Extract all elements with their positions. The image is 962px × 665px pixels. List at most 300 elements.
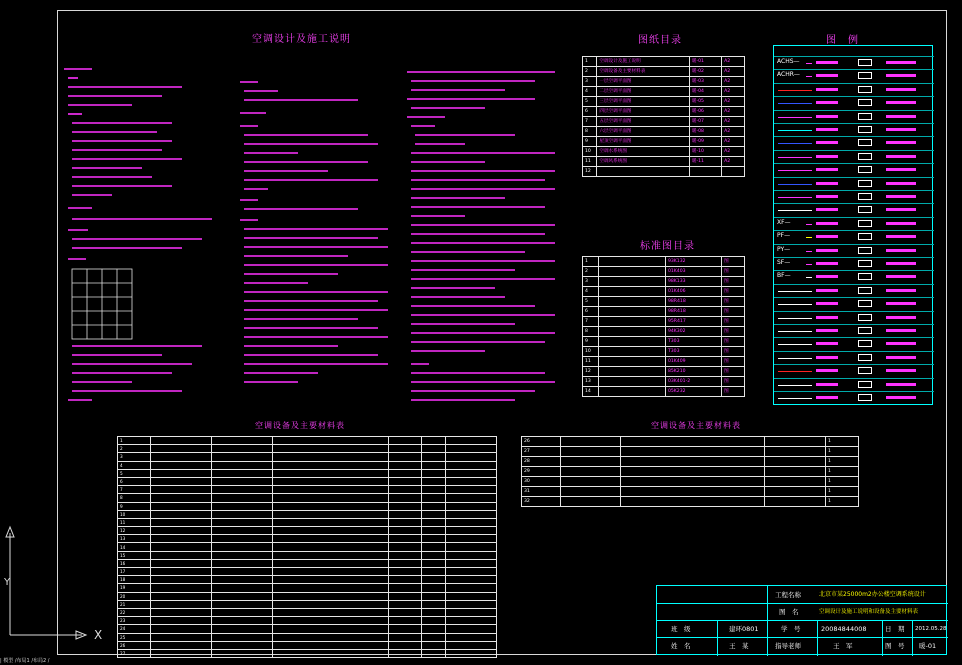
legend-line-symbol: [778, 358, 812, 359]
legend-symbol-icon: [858, 327, 872, 334]
equipment-row-cell: [211, 543, 272, 551]
equipment-row-cell: 14: [118, 543, 151, 551]
legend-row: [774, 378, 934, 391]
legend-symbol-icon: [858, 139, 872, 146]
legend-row: [774, 257, 934, 270]
equipment-row-cell: [211, 551, 272, 559]
equipment-row: [118, 641, 497, 649]
equipment-row-cell: [272, 617, 388, 625]
equipment-row-cell: [211, 445, 272, 453]
standard-list-title: 标准图目录: [640, 241, 695, 252]
drawing-list-row-cell: 空调设计及施工说明: [597, 57, 689, 67]
standard-list-row-cell: 图: [722, 307, 745, 317]
legend-symbol-icon: [858, 126, 872, 133]
drawing-list-row-cell: A2: [722, 157, 745, 167]
legend-line-symbol: [806, 264, 812, 265]
legend-row: [774, 150, 934, 163]
legend-row: [774, 391, 934, 404]
equipment-row-cell: [389, 559, 422, 567]
legend-desc: [886, 61, 916, 64]
standard-list-row-cell: 图: [722, 257, 745, 267]
standard-list-row-cell: 2: [583, 267, 599, 277]
equipment-row-cell: 30: [522, 477, 561, 487]
legend-desc: [886, 208, 916, 211]
equipment-row-cell: [421, 625, 445, 633]
standard-list-row-cell: T303: [665, 347, 721, 357]
equipment-row-cell: [211, 641, 272, 649]
legend-desc: [816, 88, 838, 91]
equipment-row-cell: [389, 576, 422, 584]
equipment-row-cell: [211, 461, 272, 469]
equipment-row-cell: [445, 592, 496, 600]
legend-line-symbol: [778, 197, 812, 198]
drawing-list-row: [583, 147, 745, 157]
drawing-list-row-cell: 屋顶空调平面图: [597, 137, 689, 147]
legend-symbol-icon: [858, 113, 872, 120]
equipment-row: [522, 487, 859, 497]
legend-desc: [816, 168, 838, 171]
legend-desc: [886, 262, 916, 265]
legend-line-symbol: [778, 143, 812, 144]
legend-desc: [886, 275, 916, 278]
equipment-row-cell: 6: [118, 477, 151, 485]
equipment-row-cell: [560, 467, 621, 477]
equipment-row-cell: 24: [118, 625, 151, 633]
svg-text:Y: Y: [4, 577, 11, 588]
equipment-row-cell: [389, 527, 422, 535]
legend-desc: [816, 342, 838, 345]
layout-tabs-bar[interactable]: | 模型 /布局1 /布局2 /: [0, 658, 50, 664]
equipment-row-cell: [445, 477, 496, 485]
equipment-row-cell: 12: [118, 527, 151, 535]
legend-row: [774, 297, 934, 310]
equipment-row-cell: [151, 584, 212, 592]
equipment-row-cell: [445, 600, 496, 608]
equipment-row-cell: [421, 437, 445, 445]
class-label: 班 级: [671, 625, 691, 633]
equipment-row-cell: 18: [118, 576, 151, 584]
legend-symbol-icon: [858, 153, 872, 160]
equipment-row-cell: [445, 437, 496, 445]
legend-line-symbol: [778, 344, 812, 345]
equipment-row-cell: [445, 551, 496, 559]
legend-row: [774, 351, 934, 364]
legend-row: [774, 123, 934, 136]
legend-row: [774, 203, 934, 216]
equipment-row-cell: [211, 576, 272, 584]
standard-list-row-cell: 9: [583, 337, 599, 347]
equipment-row-cell: 7: [118, 486, 151, 494]
legend-row: [774, 69, 934, 82]
standard-list-row: [583, 307, 745, 317]
equipment-row-cell: [211, 527, 272, 535]
equipment-table-right: [521, 436, 859, 507]
standard-list-row-cell: 图: [722, 357, 745, 367]
drawing-list-row-cell: 2: [583, 67, 597, 77]
standard-list-row-cell: 图: [722, 367, 745, 377]
drawing-list-row-cell: A2: [722, 137, 745, 147]
equipment-row-cell: [151, 559, 212, 567]
equipment-row-cell: [151, 437, 212, 445]
drawing-list-row: [583, 67, 745, 77]
equipment-row-cell: [272, 600, 388, 608]
standard-list-row-cell: 85K210: [665, 367, 721, 377]
equipment-row-cell: [151, 617, 212, 625]
standard-list-row-cell: [599, 257, 666, 267]
equipment-row-cell: [272, 633, 388, 641]
legend-line-symbol: [778, 117, 812, 118]
equipment-row-cell: [272, 608, 388, 616]
standard-list-row-cell: 01K406: [665, 287, 721, 297]
drawing-list-row-cell: 暖-06: [689, 107, 721, 117]
legend-desc: [886, 222, 916, 225]
legend-line-symbol: [806, 237, 812, 238]
equipment-row-cell: [421, 559, 445, 567]
equipment-row-cell: [389, 608, 422, 616]
drawing-list-row: [583, 157, 745, 167]
drawing-name-label: 图 名: [779, 608, 799, 616]
standard-list-row: [583, 267, 745, 277]
standard-list-row: [583, 387, 745, 397]
equipment-row-cell: [621, 487, 765, 497]
legend-symbol-icon: [858, 59, 872, 66]
equipment-row-cell: [151, 510, 212, 518]
equipment-right-title: 空调设备及主要材料表: [651, 421, 741, 430]
standard-list-row-cell: 03K401-2: [665, 377, 721, 387]
drawing-list-row: [583, 137, 745, 147]
equipment-row-cell: [151, 551, 212, 559]
equipment-row-cell: [272, 568, 388, 576]
design-notes-column-1: [62, 64, 232, 409]
legend-symbol-icon: [858, 340, 872, 347]
legend-symbol-icon: [858, 381, 872, 388]
equipment-row-cell: [445, 510, 496, 518]
standard-list-row-cell: 93K132: [665, 257, 721, 267]
drawing-list-row-cell: 空调设备及主要材料表: [597, 67, 689, 77]
legend-row: [774, 96, 934, 109]
legend-desc: [816, 249, 838, 252]
legend-symbol-icon: [858, 354, 872, 361]
drawing-list-row-cell: 11: [583, 157, 597, 167]
legend-symbol-icon: [858, 287, 872, 294]
equipment-row-cell: [272, 576, 388, 584]
equipment-row-cell: [560, 477, 621, 487]
drawing-list-row-cell: A2: [722, 147, 745, 157]
equipment-row: [118, 445, 497, 453]
equipment-row-cell: [211, 625, 272, 633]
sheet-no-label: 图 号: [885, 642, 905, 650]
drawing-list-row-cell: 暖-09: [689, 137, 721, 147]
equipment-row-cell: [151, 502, 212, 510]
drawing-list-row-cell: 空调水系统图: [597, 147, 689, 157]
drawing-list-row: [583, 87, 745, 97]
equipment-row: [522, 457, 859, 467]
legend-label: PF—: [777, 232, 791, 240]
equipment-row: [118, 625, 497, 633]
equipment-row-cell: [272, 461, 388, 469]
equipment-row-cell: 31: [522, 487, 561, 497]
equipment-row-cell: 5: [118, 469, 151, 477]
drawing-list-row-cell: 暖-07: [689, 117, 721, 127]
equipment-row-cell: [445, 625, 496, 633]
standard-list-row-cell: 94K302: [665, 327, 721, 337]
equipment-row-cell: [272, 543, 388, 551]
project-name-label: 工程名称: [775, 591, 801, 599]
equipment-row-cell: [421, 641, 445, 649]
legend-title: 图 例: [826, 35, 859, 46]
legend-symbol-icon: [858, 367, 872, 374]
equipment-row-cell: 9: [118, 502, 151, 510]
legend-label: ACHS—: [777, 58, 800, 65]
design-notes-column-2: [238, 78, 403, 398]
legend-symbol-icon: [858, 314, 872, 321]
equipment-row-cell: [211, 453, 272, 461]
equipment-row-cell: [389, 445, 422, 453]
equipment-row-cell: [151, 527, 212, 535]
drawing-list-row-cell: A2: [722, 127, 745, 137]
equipment-row-cell: 16: [118, 559, 151, 567]
advisor-value: 王 军: [833, 642, 853, 650]
drawing-list-row-cell: 暖-01: [689, 57, 721, 67]
equipment-row-cell: 1: [825, 457, 858, 467]
standard-list-row: [583, 257, 745, 267]
legend-symbol-icon: [858, 260, 872, 267]
legend-line-symbol: [806, 224, 812, 225]
equipment-row-cell: [272, 486, 388, 494]
equipment-row-cell: 1: [825, 487, 858, 497]
drawing-list-row-cell: 空调风系统图: [597, 157, 689, 167]
standard-list-row: [583, 317, 745, 327]
legend-row: [774, 163, 934, 176]
equipment-row-cell: [272, 477, 388, 485]
drawing-name-value: 空调设计及施工说明和设备及主要材料表: [819, 609, 919, 615]
notes-lines-2: [238, 78, 403, 398]
equipment-row-cell: [389, 633, 422, 641]
drawing-list-row-cell: 六层空调平面图: [597, 127, 689, 137]
equipment-row: [118, 527, 497, 535]
standard-list-row-cell: [599, 387, 666, 397]
legend-symbol-icon: [858, 180, 872, 187]
drawing-list-row-cell: [689, 167, 721, 177]
equipment-row-cell: [445, 453, 496, 461]
legend-symbol-icon: [858, 300, 872, 307]
legend-symbol-icon: [858, 86, 872, 93]
drawing-list-row-cell: 二层空调平面图: [597, 87, 689, 97]
legend-desc: [886, 155, 916, 158]
equipment-row: [118, 617, 497, 625]
equipment-row: [118, 469, 497, 477]
equipment-row-cell: 1: [118, 437, 151, 445]
equipment-row: [118, 592, 497, 600]
standard-list-row-cell: 图: [722, 327, 745, 337]
equipment-row-cell: [421, 453, 445, 461]
name-value: 王 某: [729, 642, 749, 650]
legend-line-symbol: [778, 385, 812, 386]
standard-list-row-cell: 图: [722, 297, 745, 307]
standard-list-row-cell: [599, 337, 666, 347]
standard-list-row-cell: [599, 277, 666, 287]
equipment-row-cell: [389, 568, 422, 576]
equipment-row-cell: [272, 437, 388, 445]
equipment-row-cell: [151, 535, 212, 543]
legend-symbol-icon: [858, 233, 872, 240]
equipment-row: [118, 600, 497, 608]
legend-desc: [816, 141, 838, 144]
drawing-list-row-cell: 暖-05: [689, 97, 721, 107]
equipment-row-cell: [445, 584, 496, 592]
equipment-row-cell: [765, 447, 826, 457]
equipment-row-cell: [421, 486, 445, 494]
drawing-list-row-cell: A2: [722, 97, 745, 107]
equipment-row: [118, 543, 497, 551]
standard-list-row-cell: 01K403: [665, 267, 721, 277]
equipment-row-cell: [421, 469, 445, 477]
equipment-row-cell: [389, 617, 422, 625]
equipment-row-cell: [445, 608, 496, 616]
equipment-row-cell: [445, 445, 496, 453]
legend-row: [774, 110, 934, 123]
standard-list-row: [583, 367, 745, 377]
equipment-row-cell: [389, 477, 422, 485]
equipment-row: [118, 535, 497, 543]
equipment-row: [522, 497, 859, 507]
legend-line-symbol: [778, 157, 812, 158]
equipment-row-cell: [421, 543, 445, 551]
legend-desc: [816, 195, 838, 198]
equipment-row-cell: [151, 518, 212, 526]
drawing-list-row: [583, 127, 745, 137]
legend-desc: [816, 302, 838, 305]
standard-list-row-cell: 图: [722, 347, 745, 357]
drawing-list-row: [583, 117, 745, 127]
drawing-list-row-cell: 五层空调平面图: [597, 117, 689, 127]
drawing-list-row-cell: 暖-02: [689, 67, 721, 77]
equipment-row-cell: [445, 469, 496, 477]
equipment-row: [118, 502, 497, 510]
standard-list-row-cell: [599, 327, 666, 337]
legend-desc: [886, 182, 916, 185]
standard-list-row: [583, 327, 745, 337]
standard-list-row-cell: [599, 297, 666, 307]
legend-desc: [886, 195, 916, 198]
equipment-row-cell: [151, 641, 212, 649]
equipment-row: [522, 467, 859, 477]
equipment-row-cell: [211, 617, 272, 625]
equipment-row-cell: [389, 453, 422, 461]
standard-list-row-cell: 8: [583, 327, 599, 337]
drawing-list-table: [582, 56, 745, 177]
equipment-row-cell: [151, 486, 212, 494]
equipment-row-cell: [151, 625, 212, 633]
drawing-list-row-cell: 暖-08: [689, 127, 721, 137]
legend-line-symbol: [778, 130, 812, 131]
standard-list-row-cell: 10: [583, 347, 599, 357]
legend-line-symbol: [778, 90, 812, 91]
equipment-table-left: [117, 436, 497, 658]
legend-symbol-icon: [858, 166, 872, 173]
legend-desc: [886, 289, 916, 292]
equipment-row-cell: [151, 568, 212, 576]
standard-list-row-cell: [599, 347, 666, 357]
standard-list-row-cell: 图: [722, 287, 745, 297]
equipment-row-cell: [445, 527, 496, 535]
drawing-list-row-cell: A2: [722, 87, 745, 97]
equipment-row-cell: [621, 477, 765, 487]
student-no-label: 学 号: [781, 625, 801, 633]
equipment-row-cell: [421, 477, 445, 485]
equipment-row-cell: [445, 559, 496, 567]
drawing-list-row: [583, 97, 745, 107]
equipment-row-cell: 26: [118, 641, 151, 649]
equipment-row-cell: 27: [522, 447, 561, 457]
equipment-row-cell: [445, 518, 496, 526]
legend-label: ACHR—: [777, 71, 800, 79]
legend-symbol-icon: [858, 72, 872, 79]
legend-row: [774, 177, 934, 190]
legend-symbol-icon: [858, 193, 872, 200]
equipment-row-cell: [211, 494, 272, 502]
equipment-row-cell: [272, 453, 388, 461]
equipment-row-cell: [211, 592, 272, 600]
standard-list-row-cell: 98R418: [665, 297, 721, 307]
standard-list-row-cell: 98K133: [665, 277, 721, 287]
equipment-row-cell: [211, 437, 272, 445]
legend-line-symbol: [778, 331, 812, 332]
equipment-row: [118, 633, 497, 641]
legend-row: [774, 244, 934, 257]
equipment-row: [118, 551, 497, 559]
equipment-row-cell: [445, 543, 496, 551]
standard-list-row-cell: [599, 287, 666, 297]
standard-list-row-cell: 95R417: [665, 317, 721, 327]
legend-desc: [816, 222, 838, 225]
legend-line-symbol: [778, 291, 812, 292]
equipment-row-cell: [445, 502, 496, 510]
equipment-row: [118, 437, 497, 445]
equipment-row-cell: 25: [118, 633, 151, 641]
equipment-row: [118, 453, 497, 461]
equipment-row-cell: [272, 469, 388, 477]
equipment-row-cell: [421, 510, 445, 518]
legend-symbol-icon: [858, 206, 872, 213]
equipment-row: [522, 477, 859, 487]
equipment-row-cell: [389, 592, 422, 600]
drawing-list-row: [583, 167, 745, 177]
equipment-row-cell: 3: [118, 453, 151, 461]
class-value: 建环0801: [729, 625, 759, 633]
equipment-row-cell: 11: [118, 518, 151, 526]
legend-line-symbol: [806, 277, 812, 278]
legend-row: [774, 311, 934, 324]
equipment-row-cell: [151, 633, 212, 641]
drawing-list-row-cell: 10: [583, 147, 597, 157]
standard-list-row: [583, 297, 745, 307]
legend-desc: [886, 316, 916, 319]
equipment-row-cell: [445, 461, 496, 469]
equipment-row-cell: [151, 576, 212, 584]
standard-list-row-cell: T303: [665, 337, 721, 347]
equipment-row-cell: [421, 633, 445, 641]
equipment-row-cell: [151, 608, 212, 616]
equipment-row-cell: 23: [118, 617, 151, 625]
legend-desc: [816, 115, 838, 118]
equipment-row-cell: [421, 502, 445, 510]
legend-symbol-icon: [858, 394, 872, 401]
drawing-list-row-cell: A2: [722, 107, 745, 117]
standard-list-row-cell: [599, 307, 666, 317]
equipment-row-cell: [272, 584, 388, 592]
equipment-row-cell: [151, 469, 212, 477]
